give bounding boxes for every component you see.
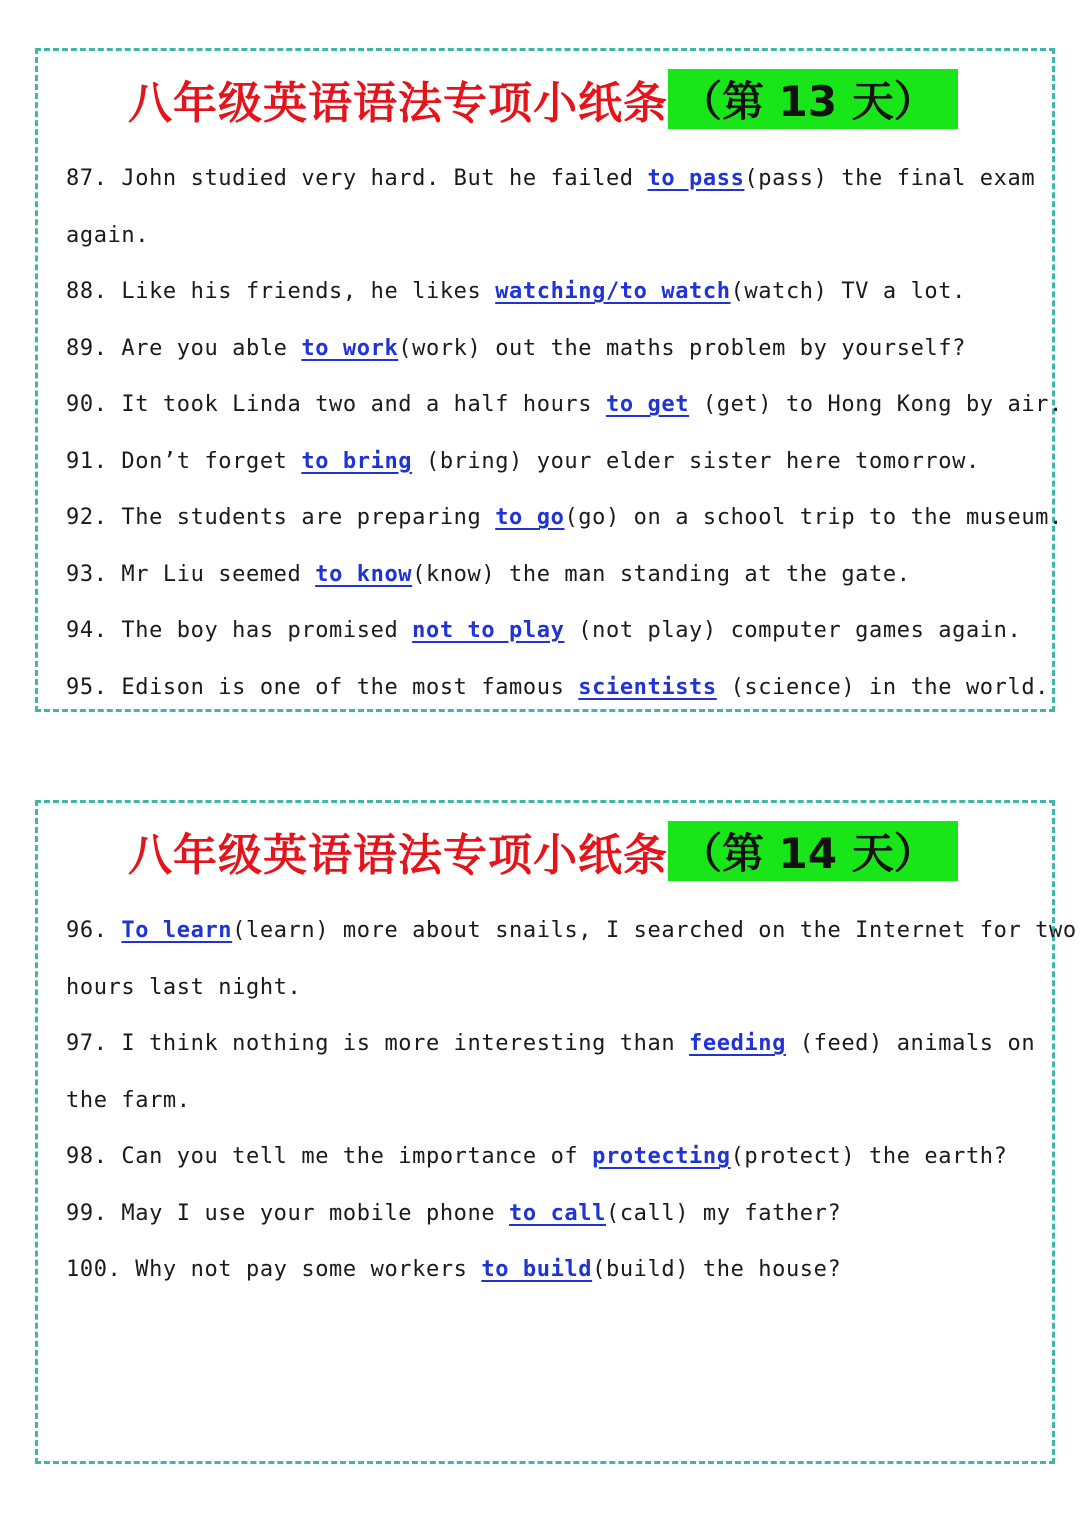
answer: feeding	[689, 1031, 786, 1056]
line-text: (bring) your elder sister here tomorrow.	[412, 448, 980, 474]
exercise-line	[66, 1186, 1022, 1243]
line-text: 99. May I use your mobile phone	[66, 1200, 510, 1226]
answer: to work	[301, 335, 399, 361]
line-text: 87. John studied very hard. But he failed	[66, 166, 648, 191]
line-text: 100. Why not pay some workers	[66, 1257, 482, 1282]
line-text: 98. Can you tell me the importance of	[66, 1144, 593, 1169]
exercise-line	[66, 208, 1022, 265]
answer: watching/to watch	[495, 279, 731, 304]
exercise-line	[66, 1242, 1022, 1299]
answer: to call	[509, 1200, 606, 1226]
line-text: again.	[66, 222, 150, 248]
line-text: 96.	[66, 918, 122, 943]
line-text: (work) out the maths problem by yourself?	[398, 335, 966, 361]
line-text: 97. I think nothing is more interesting than	[66, 1031, 690, 1056]
line-text: hours last night.	[66, 974, 302, 1000]
line-text: (not play) computer games again.	[564, 618, 1022, 643]
title-main: 八年级英语语法专项小纸条	[128, 830, 668, 881]
line-text: (build) the house?	[592, 1257, 842, 1282]
line-text: 88. Like his friends, he likes	[66, 279, 496, 304]
exercise-line	[66, 603, 1022, 660]
exercise-list	[66, 151, 1063, 716]
exercise-list	[66, 903, 1077, 1299]
line-text: 92. The students are preparing	[66, 505, 496, 530]
line-text: 91. Don’t forget	[66, 448, 302, 474]
line-text: 95. Edison is one of the most famous	[66, 674, 579, 700]
exercise-line	[66, 660, 1050, 717]
exercise-line	[66, 490, 1063, 547]
line-text: (learn) more about snails, I searched on the Internet for two	[232, 918, 1077, 943]
line-text: (know) the man standing at the gate.	[412, 561, 911, 587]
title-day-badge: （第 14 天）	[668, 821, 958, 881]
answer: To learn	[121, 918, 233, 943]
answer: not to play	[412, 618, 565, 643]
answer: scientists	[578, 674, 717, 700]
exercise-line	[66, 1016, 1036, 1073]
card-title	[128, 821, 958, 881]
line-text: (call) my father?	[605, 1200, 842, 1226]
line-text: (get) to Hong Kong by air.	[689, 392, 1063, 417]
exercise-line	[66, 903, 1077, 960]
answer: to go	[495, 505, 565, 530]
answer: to pass	[647, 166, 745, 191]
worksheet-card-day-13	[35, 48, 1063, 712]
answer: to bring	[301, 448, 413, 474]
line-text: (protect) the earth?	[730, 1144, 1008, 1169]
line-text: the farm.	[66, 1087, 191, 1113]
answer: to get	[605, 392, 690, 417]
line-text: (feed) animals on	[785, 1031, 1036, 1056]
card-title	[128, 69, 958, 129]
line-text: 90. It took Linda two and a half hours	[66, 392, 606, 417]
exercise-line	[66, 264, 1022, 321]
exercise-line	[66, 1129, 1022, 1186]
line-text: 89. Are you able	[66, 335, 302, 361]
exercise-line	[66, 151, 1036, 208]
worksheet-card-day-14	[35, 800, 1077, 1464]
line-text: 94. The boy has promised	[66, 618, 413, 643]
answer: protecting	[592, 1144, 731, 1169]
answer: to build	[481, 1257, 593, 1282]
exercise-line	[66, 547, 1022, 604]
line-text: (watch) TV a lot.	[730, 279, 966, 304]
title-day-badge: （第 13 天）	[668, 69, 958, 129]
exercise-line	[66, 377, 1063, 434]
title-main: 八年级英语语法专项小纸条	[128, 78, 668, 129]
line-text: 93. Mr Liu seemed	[66, 561, 316, 587]
exercise-line	[66, 960, 1022, 1017]
line-text: (go) on a school trip to the museum.	[564, 505, 1063, 530]
line-text: (science) in the world.	[716, 674, 1050, 700]
exercise-line	[66, 321, 1022, 378]
line-text: (pass) the final exam	[744, 166, 1036, 191]
answer: to know	[315, 561, 413, 587]
exercise-line	[66, 1073, 1022, 1130]
exercise-line	[66, 434, 1022, 491]
